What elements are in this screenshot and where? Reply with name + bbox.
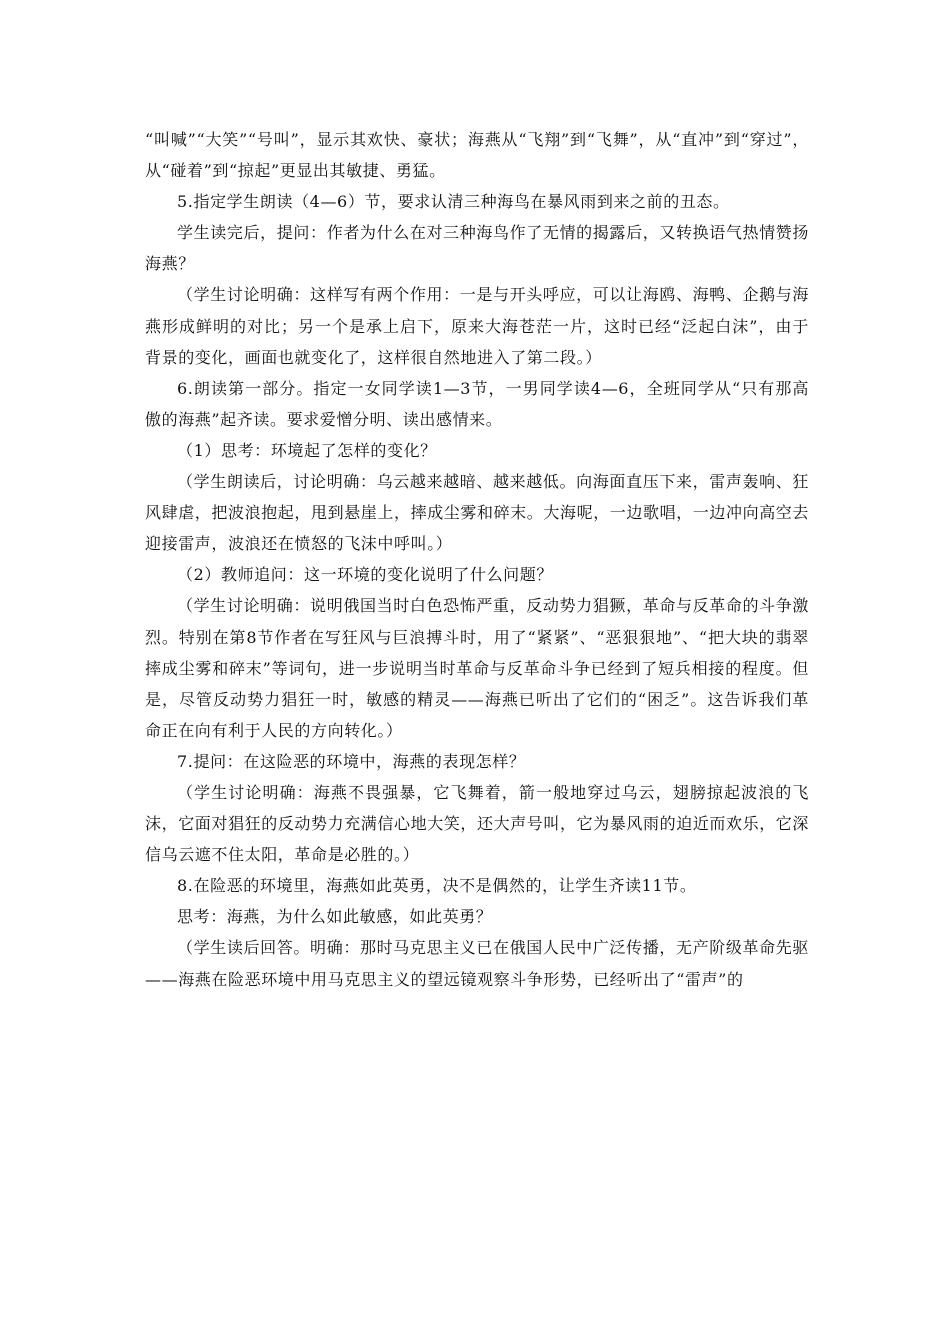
paragraph-discussion-4: （学生讨论明确：海燕不畏强暴，它飞舞着，箭一般地穿过乌云，翅膀掠起波浪的飞沫，它面对猖狂的反动势力充满信心地大笑，还大声号叫，它为暴风雨的迫近而欢乐，它深信乌云遮不住太阳，革命是必胜的。） (145, 782, 810, 865)
paragraph-step-5: 5.指定学生朗读（4—6）节，要求认清三种海鸟在暴风雨到来之前的丑态。 (177, 192, 730, 212)
paragraph-question: 学生读完后，提问：作者为什么在对三种海鸟作了无情的揭露后，又转换语气热情赞扬海燕？ (145, 223, 809, 274)
paragraph-discussion-3: （学生讨论明确：说明俄国当时白色恐怖严重，反动势力猖獗，革命与反革命的斗争激烈。特别在第8节作者在写狂风与巨浪搏斗时，用了“紧紧”、“恶狠狠地”、“把大块的翡翠摔成尘雾和碎末”等词句，进一步说明当时革命与反革命斗争已经到了短兵相接的程度。但是，尽管反动势力猖狂一时，敏感的精灵——海燕已听出了它们的“困乏”。这告诉我们革命正在向有利于人民的方向转化。） (145, 596, 809, 740)
document-body (145, 124, 809, 995)
paragraph-discussion-2: （学生朗读后，讨论明确：乌云越来越暗、越来越低。向海面直压下来，雷声轰响、狂风肆虐，把波浪抱起，甩到悬崖上，摔成尘雾和碎末。大海呢，一边歌唱，一边冲向高空去迎接雷声，波浪还在愤怒的飞沫中呼叫。） (145, 472, 810, 554)
paragraph-think-1: （1）思考：环境起了怎样的变化？ (177, 440, 437, 460)
paragraph-think-2: （2）教师追问：这一环境的变化说明了什么问题？ (177, 565, 553, 585)
paragraph-discussion-5: （学生读后回答。明确：那时马克思主义已在俄国人民中广泛传播，无产阶级革命先驱——海燕在险恶环境中用马克思主义的望远镜观察斗争形势，已经听出了“雷声”的 (145, 938, 809, 989)
paragraph-step-6: 6.朗读第一部分。指定一女同学读1—3节，一男同学读4—6，全班同学从“只有那高傲的海燕”起齐读。要求爱憎分明、读出感情来。 (145, 378, 809, 429)
paragraph-step-7: 7.提问：在这险恶的环境中，海燕的表现怎样？ (177, 751, 526, 771)
paragraph-think-3: 思考：海燕，为什么如此敏感，如此英勇？ (177, 907, 493, 927)
paragraph-continuation: “叫喊”“大笑”“号叫”，显示其欢快、豪状；海燕从“飞翔”到“飞舞”，从“直冲”到“穿过”，从“碰着”到“掠起”更显出其敏捷、勇猛。 (145, 130, 809, 181)
paragraph-step-8: 8.在险恶的环境里，海燕如此英勇，决不是偶然的，让学生齐读11节。 (177, 876, 697, 896)
paragraph-discussion-1: （学生讨论明确：这样写有两个作用：一是与开头呼应，可以让海鸥、海鸭、企鹅与海燕形成鲜明的对比；另一个是承上启下，原来大海苍茫一片，这时已经“泛起白沫”，由于背景的变化，画面也就变化了，这样很自然地进入了第二段。） (145, 285, 809, 367)
